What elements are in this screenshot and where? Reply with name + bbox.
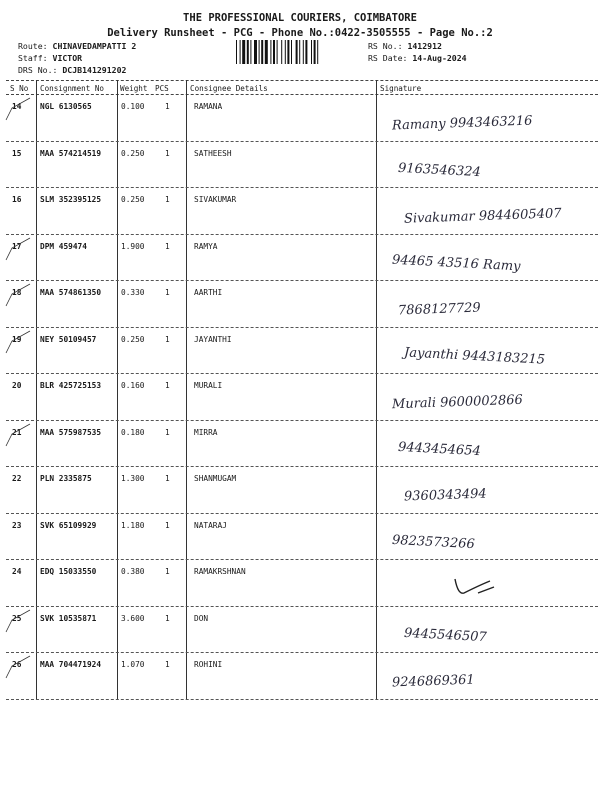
- tick-mark-icon: [4, 654, 34, 684]
- row-sno: 26: [12, 660, 22, 669]
- row-weight: 1.300: [121, 474, 145, 483]
- row-signature: Murali 9600002866: [391, 392, 524, 413]
- row-consignment: MAA 704471924: [40, 660, 102, 669]
- rs-date-value: 14-Aug-2024: [412, 53, 467, 63]
- row-pcs: 1: [165, 334, 170, 344]
- row-consignment: NGL 6130565: [40, 102, 92, 111]
- row-pcs: 1: [165, 381, 170, 390]
- staff-label: Staff:: [18, 53, 48, 63]
- row-consignee: RAMAKRSHNAN: [194, 567, 246, 576]
- row-consignee: MURALI: [194, 381, 223, 390]
- row-separator: [6, 234, 598, 235]
- row-separator: [6, 513, 598, 514]
- row-sno: 23: [12, 520, 22, 530]
- row-weight: 1.070: [121, 660, 145, 669]
- row-consignee: RAMYA: [194, 241, 218, 251]
- row-sno: 16: [12, 195, 22, 204]
- row-consignee: MIRRA: [194, 427, 218, 437]
- row-pcs: 1: [165, 474, 170, 483]
- staff-value: VICTOR: [52, 53, 83, 63]
- row-separator: [6, 280, 598, 281]
- tick-mark-icon: [4, 608, 34, 638]
- row-consignment: MAA 575987535: [40, 427, 102, 437]
- tick-mark-icon: [4, 282, 34, 312]
- col-consignee: Consignee Details: [190, 84, 268, 93]
- rs-no-line: [368, 41, 442, 51]
- row-pcs: 1: [165, 660, 170, 669]
- row-sno: 17: [12, 241, 22, 251]
- row-consignee: SIVAKUMAR: [194, 195, 237, 204]
- row-weight: 0.180: [121, 427, 145, 437]
- company-title: THE PROFESSIONAL COURIERS, COIMBATORE: [183, 12, 417, 24]
- row-consignee: AARTHI: [194, 288, 223, 297]
- col-divider-1: [36, 80, 37, 700]
- row-weight: 3.600: [121, 613, 145, 623]
- row-consignment: MAA 574214519: [40, 148, 102, 158]
- row-signature-scrawl: [450, 575, 520, 599]
- row-separator: [6, 373, 598, 374]
- col-pcs: PCS: [155, 84, 169, 93]
- row-signature: 9163546324: [397, 160, 482, 180]
- rs-date-line: [368, 53, 467, 63]
- row-consignment: DPM 459474: [40, 241, 87, 251]
- route-value: CHINAVEDAMPATTI 2: [52, 41, 137, 51]
- row-separator: [6, 141, 598, 142]
- row-weight: 0.160: [121, 381, 145, 390]
- row-separator: [6, 559, 598, 560]
- col-divider-4: [376, 80, 377, 700]
- row-consignee: NATARAJ: [194, 520, 227, 530]
- row-separator: [6, 699, 598, 700]
- row-separator: [6, 187, 598, 188]
- col-divider-2: [117, 80, 118, 700]
- barcode: [236, 40, 358, 64]
- row-consignment: EDQ 15033550: [40, 567, 97, 576]
- drs-value: DCJB141291202: [62, 65, 127, 75]
- row-pcs: 1: [165, 241, 170, 251]
- row-signature: Jayanthi 9443183215: [403, 344, 546, 368]
- row-weight: 0.250: [121, 148, 145, 158]
- row-pcs: 1: [165, 288, 170, 297]
- row-separator: [6, 327, 598, 328]
- row-sno: 24: [12, 567, 22, 576]
- row-separator: [6, 466, 598, 467]
- row-pcs: 1: [165, 102, 170, 111]
- row-consignment: SVK 10535871: [40, 613, 97, 623]
- row-consignee: DON: [194, 613, 209, 623]
- row-sno: 25: [12, 613, 22, 623]
- row-consignment: PLN 2335875: [40, 474, 92, 483]
- row-consignment: BLR 425725153: [40, 381, 102, 390]
- row-weight: 0.330: [121, 288, 145, 297]
- row-pcs: 1: [165, 613, 170, 623]
- row-sno: 21: [12, 427, 22, 437]
- row-sno: 18: [12, 288, 22, 297]
- row-sno: 15: [12, 148, 22, 158]
- row-weight: 0.380: [121, 567, 145, 576]
- tick-mark-icon: [4, 96, 34, 126]
- rs-no-label: RS No.:: [368, 41, 403, 51]
- route-line: [18, 41, 136, 51]
- row-signature: 9445546507: [403, 625, 488, 645]
- drs-line: [18, 65, 126, 75]
- row-consignment: SLM 352395125: [40, 195, 102, 204]
- row-signature: 9443454654: [397, 439, 482, 459]
- row-sno: 22: [12, 474, 22, 483]
- row-signature: Sivakumar 9844605407: [403, 206, 562, 227]
- staff-line: [18, 53, 82, 63]
- row-weight: 0.250: [121, 195, 145, 204]
- col-signature: Signature: [380, 84, 422, 93]
- row-weight: 0.100: [121, 102, 145, 111]
- drs-label: DRS No.:: [18, 65, 58, 75]
- row-separator: [6, 652, 598, 653]
- row-pcs: 1: [165, 567, 170, 576]
- tick-mark-icon: [4, 422, 34, 452]
- route-label: Route:: [18, 41, 48, 51]
- row-consignee: JAYANTHI: [194, 334, 232, 344]
- row-signature: 9360343494: [403, 486, 487, 505]
- row-signature: 9823573266: [391, 532, 476, 552]
- runsheet-title: Delivery Runsheet - PCG - Phone No.:0422-3505555 - Page No.:2: [107, 27, 493, 39]
- col-consignment: Consignment No: [40, 84, 105, 93]
- row-sno: 20: [12, 381, 22, 390]
- col-weight: Weight: [120, 84, 148, 93]
- header-bottom-rule: [6, 94, 598, 95]
- row-consignee: SATHEESH: [194, 148, 232, 158]
- row-pcs: 1: [165, 520, 170, 530]
- col-divider-3: [186, 80, 187, 700]
- row-weight: 1.900: [121, 241, 145, 251]
- row-signature: 94465 43516 Ramy: [391, 252, 521, 274]
- row-weight: 0.250: [121, 334, 145, 344]
- row-weight: 1.180: [121, 520, 145, 530]
- rs-date-label: RS Date:: [368, 53, 408, 63]
- row-separator: [6, 420, 598, 421]
- row-consignment: MAA 574861350: [40, 288, 102, 297]
- row-consignee: RAMANA: [194, 102, 223, 111]
- row-pcs: 1: [165, 148, 170, 158]
- row-consignee: SHANMUGAM: [194, 474, 237, 483]
- col-sno: S No: [10, 84, 29, 93]
- row-signature: Ramany 9943463216: [391, 113, 533, 134]
- row-sno: 19: [12, 334, 22, 344]
- row-signature: 9246869361: [391, 672, 475, 691]
- row-signature: 7868127729: [397, 300, 481, 319]
- header-top-rule: [6, 80, 598, 81]
- row-consignment: NEY 50109457: [40, 334, 97, 344]
- tick-mark-icon: [4, 329, 34, 359]
- rs-no-value: 1412912: [407, 41, 442, 51]
- row-consignee: ROHINI: [194, 660, 223, 669]
- row-consignment: SVK 65109929: [40, 520, 97, 530]
- row-pcs: 1: [165, 195, 170, 204]
- row-pcs: 1: [165, 427, 170, 437]
- tick-mark-icon: [4, 236, 34, 266]
- row-separator: [6, 606, 598, 607]
- row-sno: 14: [12, 102, 22, 111]
